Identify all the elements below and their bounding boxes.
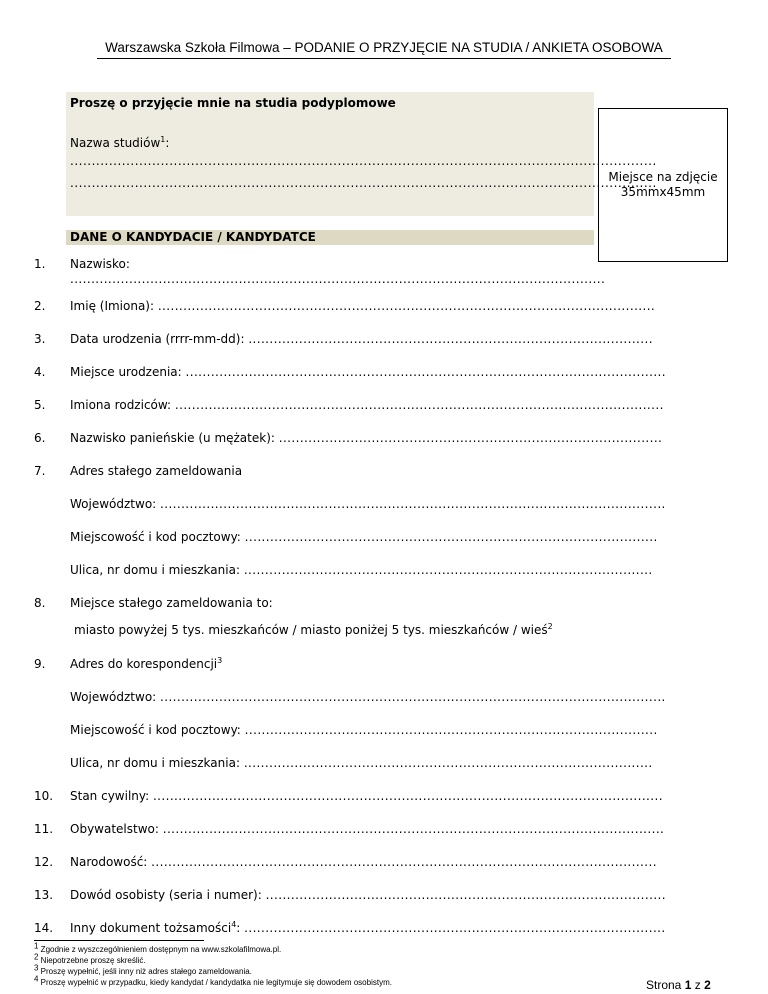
footnote-ref-2: 2: [547, 622, 553, 631]
footnote-ref-1: 1: [160, 135, 166, 144]
section-heading: DANE O KANDYDACIE / KANDYDATCE: [66, 230, 594, 245]
field-permanent-voivodeship[interactable]: Województwo: ........................................................................................................................: [70, 497, 666, 511]
field-correspondence-city-postcode[interactable]: Miejscowość i kod pocztowy: ..................................................................................................: [70, 723, 658, 737]
footnote-ref-4: 4: [231, 920, 237, 929]
footnotes: [34, 941, 392, 988]
field-surname-line[interactable]: ...............................................................................................................................: [70, 272, 606, 286]
footnote-2: $^2$ Niepotrzebne proszę skreślić.: [34, 952, 146, 965]
field-permanent-street[interactable]: Ulica, nr domu i mieszkania: .................................................................................................: [70, 563, 653, 577]
field-permanent-city-postcode[interactable]: Miejscowość i kod pocztowy: ..................................................................................................: [70, 530, 658, 544]
field-correspondence-voivodeship[interactable]: Województwo: ........................................................................................................................: [70, 690, 666, 704]
study-request-title: Proszę o przyjęcie mnie na studia podyplomowe: [70, 96, 396, 110]
footnote-1: $^1$ Zgodnie z wyszczególnieniem dostępnym na www.szkolafilmowa.pl.: [34, 941, 282, 954]
footnote-rule: [34, 940, 204, 941]
page-number: Strona 1 z 2: [646, 978, 711, 992]
footnote-3: $^3$ Proszę wypełnić, jeśli inny niż adres stałego zameldowania.: [34, 963, 252, 976]
study-name-label: Nazwa studiów$^1$:: [70, 135, 170, 150]
study-name-line-2[interactable]: ........................................................................................................................................: [70, 176, 657, 190]
photo-size: 35mmx45mm: [620, 185, 706, 199]
photo-caption: Miejsce na zdjęcie: [608, 170, 718, 184]
field-correspondence-street[interactable]: Ulica, nr domu i mieszkania: .................................................................................................: [70, 756, 653, 770]
header-rule: [97, 58, 671, 59]
field-residence-type-options[interactable]: miasto powyżej 5 tys. mieszkańców / miasto poniżej 5 tys. mieszkańców / wieś$^2$: [74, 622, 553, 637]
footnote-4: $^4$ Proszę wypełnić w przypadku, kiedy kandydat / kandydatka nie legitymuje się dowodem osobistym.: [34, 974, 392, 987]
photo-placeholder: [598, 108, 728, 262]
study-request-box: [66, 92, 657, 216]
study-name-line-1[interactable]: ........................................................................................................................................: [70, 154, 657, 168]
page-header: Warszawska Szkoła Filmowa – PODANIE O PRZYJĘCIE NA STUDIA / ANKIETA OSOBOWA: [105, 40, 663, 55]
footnote-ref-3: 3: [217, 656, 223, 665]
